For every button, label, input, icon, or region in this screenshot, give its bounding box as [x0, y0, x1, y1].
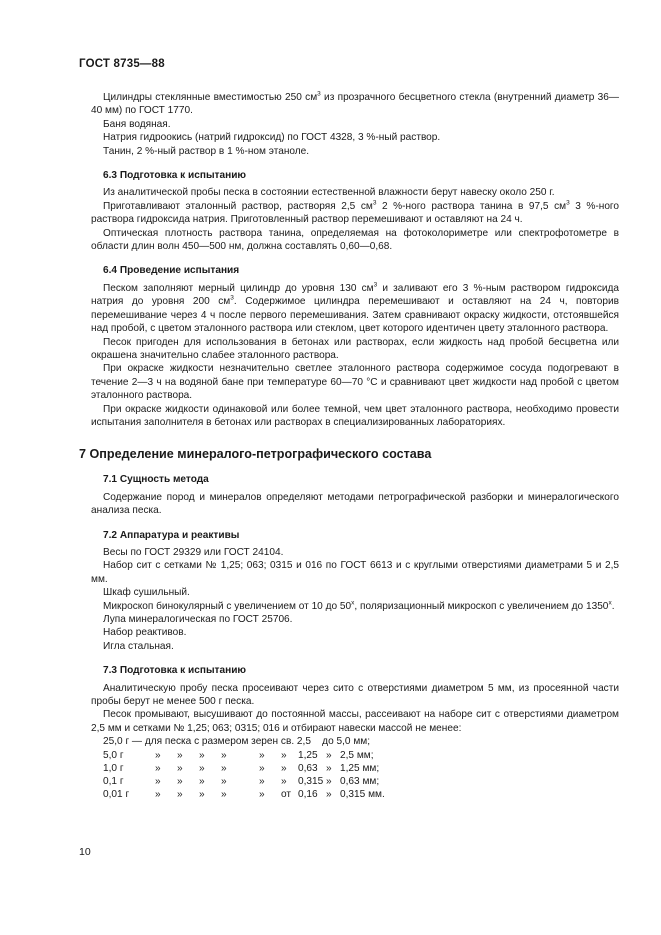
- ditto-mark: »: [155, 789, 161, 801]
- paragraph: Баня водяная.: [103, 118, 171, 130]
- paragraph: Оптическая плотность раствора танина, определяемая на фотоколориметре или спектрофотометре в области длин волн 450—500 нм, должна составлять 0,60—0,68.: [91, 227, 619, 253]
- ditto-mark: »: [177, 749, 183, 761]
- ditto-mark: »: [221, 749, 227, 761]
- ditto-mark: »: [221, 762, 227, 774]
- sample-mass-table: [103, 749, 385, 802]
- paragraph: Набор сит с сетками № 1,25; 063; 0315 и 016 по ГОСТ 6613 и с круглыми отверстиями диаметрами 5 и 2,5 мм.: [91, 560, 619, 585]
- chapter-heading: 7 Определение минералого-петрографического состава: [79, 447, 432, 462]
- paragraph: Цилиндры стеклянные вместимостью 250 $см^3$ из прозрачного бесцветного стекла (внутренний диаметр 36—40 мм) по ГОСТ 1770.: [91, 90, 619, 117]
- size-from-cell: 0,16: [298, 789, 318, 801]
- paragraph: Лупа минералогическая по ГОСТ 25706.: [103, 614, 293, 625]
- page-number: 10: [79, 846, 91, 858]
- ditto-mark: »: [221, 789, 227, 801]
- paragraph: При окраске жидкости одинаковой или более темной, чем цвет эталонного раствора, необходимо провести испытания заполнителя в бетонах или растворах в специализированных лабораториях.: [91, 403, 619, 428]
- size-from-cell: 1,25: [298, 749, 318, 761]
- page-body: [79, 90, 620, 801]
- ditto-mark: »: [259, 776, 265, 788]
- table-row: [103, 788, 385, 801]
- from-cell: »: [281, 749, 287, 761]
- paragraph: Песком заполняют мерный цилиндр до уровня 130 $см^3$ и заливают его 3 %-ным раствором гидроксида натрия до уровня 200 $см^3$. Содержимое цилиндра перемешивают и оставляют на 24 ч, повторив перемешивание через 4 ч после первого перемешивания. Затем сравнивают окраску жидкости, отстоявшейся над пробой, с цветом эталонного раствора или стеклом, цвет которого идентичен цвету эталонного раствора.: [91, 281, 620, 335]
- ditto-mark: »: [199, 762, 205, 774]
- size-to-cell: 0,63 мм;: [340, 776, 380, 788]
- paragraph: При окраске жидкости незначительно светлее эталонного раствора содержимое сосуда подогревают в течение 2—3 ч на водяной бане при температуре 60—70 °С и сравнивают цвет жидкости над пробой с цветом эталонного раствора.: [91, 363, 619, 402]
- ditto-mark: »: [199, 749, 205, 761]
- from-cell: »: [281, 776, 287, 788]
- ditto-mark: »: [326, 762, 332, 774]
- ditto-mark: »: [199, 776, 205, 788]
- ditto-mark: »: [177, 789, 183, 801]
- sample-mass-line: 25,0 г — для песка с размером зерен св. 2,5 до 5,0 мм;: [103, 736, 371, 748]
- paragraph: Весы по ГОСТ 29329 или ГОСТ 24104.: [103, 546, 284, 558]
- paragraph: Приготавливают эталонный раствор, растворяя 2,5 $см^3$ 2 %-ного раствора танина в 97,5 $см^3$ 3 %-ного раствора гидроксида натрия. Приготовленный раствор перемешивают и оставляют на 24 ч.: [91, 199, 620, 226]
- size-to-cell: 2,5 мм;: [340, 749, 374, 761]
- ditto-mark: »: [155, 749, 161, 761]
- size-from-cell: 0,315: [298, 776, 324, 788]
- table-row: [103, 775, 385, 788]
- paragraph: Шкаф сушильный.: [103, 587, 190, 599]
- ditto-mark: »: [326, 749, 332, 761]
- paragraph: Танин, 2 %-ный раствор в 1 %-ном этаноле.: [103, 145, 310, 157]
- paragraph: Песок промывают, высушивают до постоянной массы, рассеивают на наборе сит с отверстиями диаметром 2,5 мм и сетками № 1,25; 063; 0315; 016 и отбирают навески массой не менее:: [91, 709, 619, 734]
- paragraph: Содержание пород и минералов определяют методами петрографической разборки и минералогического анализа песка.: [91, 491, 619, 517]
- paragraph: Игла стальная.: [103, 640, 174, 652]
- ditto-mark: »: [326, 776, 332, 788]
- paragraph: Из аналитической пробы песка в состоянии естественной влажности берут навеску около 250 г.: [103, 187, 555, 199]
- ditto-mark: »: [155, 776, 161, 788]
- paragraph: Аналитическую пробу песка просеивают через сито с отверстиями диаметром 5 мм, из просеянной части пробы берут не менее 500 г песка.: [91, 682, 619, 708]
- size-to-cell: 0,315 мм.: [340, 789, 385, 801]
- from-cell: от: [281, 789, 292, 801]
- section-heading: 7.2 Аппаратура и реактивы: [103, 529, 240, 541]
- section-heading: 6.3 Подготовка к испытанию: [103, 170, 247, 182]
- mass-cell: 5,0 г: [103, 749, 124, 761]
- ditto-mark: »: [177, 776, 183, 788]
- mass-cell: 1,0 г: [103, 762, 124, 774]
- paragraph: Набор реактивов.: [103, 627, 187, 639]
- page-header: ГОСТ 8735—88: [79, 58, 165, 70]
- section-heading: 7.3 Подготовка к испытанию: [103, 665, 247, 677]
- paragraph: Микроскоп бинокулярный с увеличением от 10 до $50^х$, поляризационный микроскоп с увеличением до $1350^х$.: [103, 599, 615, 612]
- from-cell: »: [281, 762, 287, 774]
- ditto-mark: »: [221, 776, 227, 788]
- mass-cell: 0,01 г: [103, 789, 130, 801]
- ditto-mark: »: [326, 789, 332, 801]
- size-from-cell: 0,63: [298, 762, 318, 774]
- ditto-mark: »: [155, 762, 161, 774]
- table-row: [103, 762, 385, 775]
- ditto-mark: »: [177, 762, 183, 774]
- ditto-mark: »: [259, 762, 265, 774]
- section-heading: 7.1 Сущность метода: [103, 474, 209, 486]
- table-row: [103, 749, 385, 762]
- paragraph: Натрия гидроокись (натрий гидроксид) по ГОСТ 4328, 3 %-ный раствор.: [103, 132, 441, 144]
- section-heading: 6.4 Проведение испытания: [103, 265, 240, 277]
- paragraph: Песок пригоден для использования в бетонах или растворах, если жидкость над пробой бесцветна или окрашена значительно слабее эталонного раствора.: [91, 336, 619, 361]
- ditto-mark: »: [199, 789, 205, 801]
- ditto-mark: »: [259, 789, 265, 801]
- mass-cell: 0,1 г: [103, 776, 124, 788]
- ditto-mark: »: [259, 749, 265, 761]
- size-to-cell: 1,25 мм;: [340, 762, 380, 774]
